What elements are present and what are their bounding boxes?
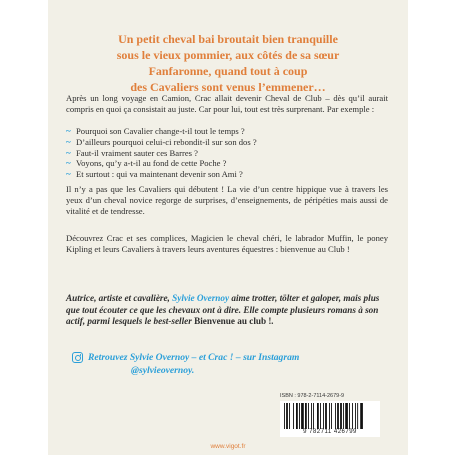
book-back-cover: [48, 0, 408, 455]
question-text: D’ailleurs pourquoi celui-ci rebondit-il sur son dos ?: [76, 136, 257, 147]
author-bio: [66, 293, 388, 328]
question-list: [66, 126, 388, 180]
tilde-bullet-icon: ~: [66, 126, 71, 136]
synopsis-paragraph-1: Après un long voyage en Camion, Crac allait devenir Cheval de Club – dès qu’il aurait compris en quoi ça consistait au juste. Car pour lui, tout est très surprenant. Par exemple :: [66, 93, 388, 114]
tilde-bullet-icon: ~: [66, 147, 71, 158]
hook-line: Un petit cheval bai broutait bien tranquille: [118, 32, 338, 46]
barcode-number: 9 782711 426799: [303, 429, 357, 435]
tilde-bullet-icon: ~: [66, 136, 71, 147]
barcode: [280, 401, 380, 437]
publisher-website: www.vigot.fr: [210, 443, 246, 450]
hook-line: des Cavaliers sont venus l’emmener…: [130, 80, 326, 94]
hook-text: [72, 31, 384, 95]
instagram-icon: [72, 352, 83, 363]
barcode-bars: [284, 403, 376, 429]
list-item: [66, 148, 388, 159]
tilde-bullet-icon: ~: [66, 158, 71, 169]
question-text: Voyons, qu’y a-t-il au fond de cette Poche ?: [76, 158, 227, 169]
author-name: Sylvie Overnoy: [172, 293, 230, 303]
hook-line: sous le vieux pommier, aux côtés de sa sœur: [116, 48, 340, 62]
instagram-line-1: Retrouvez Sylvie Overnoy – et Crac ! – sur Instagram: [88, 352, 300, 363]
synopsis-paragraph-3: Découvrez Crac et ses complices, Magicien le cheval chéri, le labrador Muffin, le poney Kipling et leurs Cavaliers à travers leurs aventures équestres : bienvenue au Club !: [66, 233, 388, 254]
book-title: Bienvenue au club !: [194, 316, 272, 327]
list-item: [66, 158, 388, 169]
author-text: aime trotter, tölter et galoper, mais plus que tout écouter ce que les chevaux ont à dire. Elle compte plusieurs romans à son actif, parmi lesquels le best-seller: [66, 293, 380, 327]
isbn-label: ISBN : 978-2-7114-2679-9: [280, 393, 345, 399]
author-end: .: [271, 316, 274, 327]
list-item: [66, 137, 388, 148]
question-text: Pourquoi son Cavalier change-t-il tout le temps ?: [76, 126, 245, 136]
list-item: [66, 126, 388, 137]
author-intro: Autrice, artiste et cavalière,: [66, 293, 173, 303]
question-text: Faut-il vraiment sauter ces Barres ?: [76, 147, 198, 158]
tilde-bullet-icon: ~: [66, 169, 71, 180]
instagram-promo: [72, 351, 388, 377]
instagram-handle: @sylvieovernoy.: [131, 365, 195, 376]
hook-line: Fanfaronne, quand tout à coup: [148, 64, 308, 78]
question-text: Et surtout : qui va maintenant devenir son Ami ?: [76, 169, 243, 180]
synopsis-paragraph-2: Il n’y a pas que les Cavaliers qui débutent ! La vie d’un centre hippique vue à travers les yeux d’un cheval novice regorge de surprises, d’enseignements, de péripéties mais aussi de vitalité et de tendresse.: [66, 184, 388, 216]
list-item: [66, 169, 388, 180]
